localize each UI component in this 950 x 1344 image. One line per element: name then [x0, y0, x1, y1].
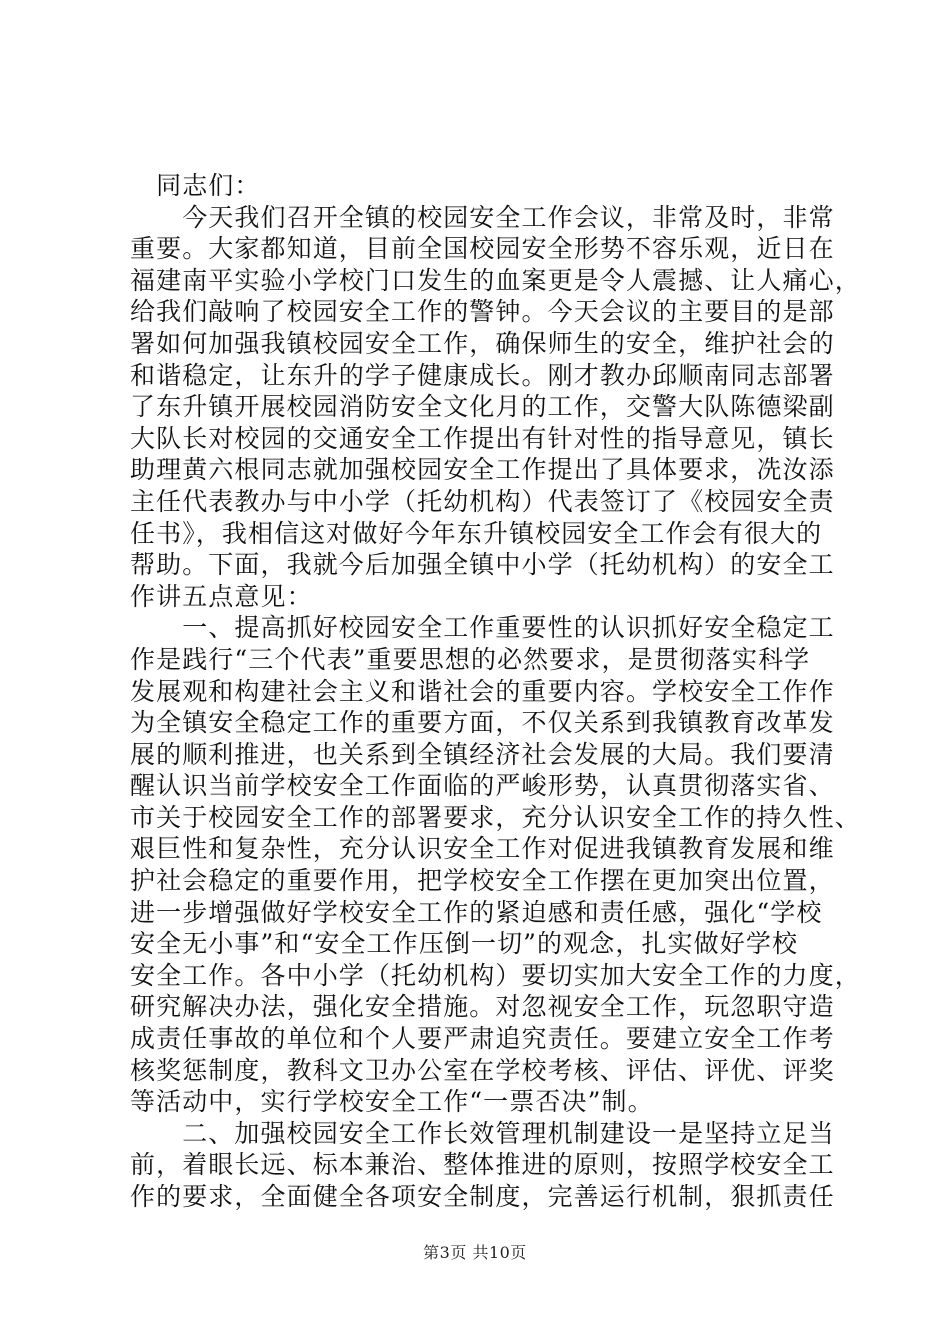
text-line: 核奖惩制度，教科文卫办公室在学校考核、评估、评优、评奖	[130, 1055, 835, 1085]
text-line: 发展观和构建社会主义和谐社会的重要内容。学校安全工作作	[130, 676, 835, 706]
text-line: 一、提高抓好校园安全工作重要性的认识抓好安全稳定工	[130, 613, 835, 643]
text-line: 给我们敲响了校园安全工作的警钟。今天会议的主要目的是部	[130, 297, 835, 327]
text-line: 安全无小事”和“安全工作压倒一切”的观念，扎实做好学校	[130, 929, 799, 959]
text-line: 署如何加强我镇校园安全工作，确保师生的安全，维护社会的	[130, 328, 835, 358]
text-line: 任书》，我相信这对做好今年东升镇校园安全工作会有很大的	[130, 518, 823, 548]
text-line: 福建南平实验小学校门口发生的血案更是令人震撼、让人痛心，	[130, 265, 861, 295]
text-line: 成责任事故的单位和个人要严肃追究责任。要建立安全工作考	[130, 1024, 835, 1054]
text-line: 等活动中，实行学校安全工作“一票否决”制。	[130, 1087, 654, 1117]
document-body	[130, 170, 861, 1213]
text-line: 帮助。下面，我就今后加强全镇中小学（托幼机构）的安全工	[130, 550, 835, 580]
text-line: 了东升镇开展校园消防安全文化月的工作，交警大队陈德梁副	[130, 392, 835, 422]
text-line: 进一步增强做好学校安全工作的紧迫感和责任感，强化“学校	[130, 897, 823, 927]
text-line: 市关于校园安全工作的部署要求，充分认识安全工作的持久性、	[130, 802, 861, 832]
text-line: 和谐稳定，让东升的学子健康成长。刚才教办邱顺南同志部署	[130, 360, 835, 390]
text-line: 作讲五点意见：	[130, 581, 313, 611]
text-line: 作的要求，全面健全各项安全制度，完善运行机制，狠抓责任	[130, 1182, 835, 1211]
text-line: 艰巨性和复杂性，充分认识安全工作对促进我镇教育发展和维	[130, 834, 835, 864]
text-line: 二、加强校园安全工作长效管理机制建设一是坚持立足当	[130, 1118, 835, 1148]
text-line: 护社会稳定的重要作用，把学校安全工作摆在更加突出位置，	[130, 866, 835, 896]
text-line: 展的顺利推进，也关系到全镇经济社会发展的大局。我们要清	[130, 739, 835, 769]
text-line: 研究解决办法，强化安全措施。对忽视安全工作，玩忽职守造	[130, 992, 835, 1022]
text-line: 重要。大家都知道，目前全国校园安全形势不容乐观，近日在	[130, 234, 835, 264]
text-line: 安全工作。各中小学（托幼机构）要切实加大安全工作的力度，	[130, 960, 861, 990]
text-line: 作是践行“三个代表”重要思想的必然要求，是贯彻落实科学	[130, 644, 811, 674]
text-line: 主任代表教办与中小学（托幼机构）代表签订了《校园安全责	[130, 486, 835, 516]
text-line: 同志们：	[130, 171, 261, 200]
text-line: 今天我们召开全镇的校园安全工作会议，非常及时，非常	[130, 202, 835, 232]
text-line: 前，着眼长远、标本兼治、整体推进的原则，按照学校安全工	[130, 1150, 835, 1180]
text-line: 为全镇安全稳定工作的重要方面，不仅关系到我镇教育改革发	[130, 708, 835, 738]
page-footer: 第3页 共10页	[423, 1243, 527, 1262]
text-line: 助理黄六根同志就加强校园安全工作提出了具体要求，冼汝添	[130, 455, 835, 485]
text-line: 大队长对校园的交通安全工作提出有针对性的指导意见，镇长	[130, 423, 835, 453]
text-line: 醒认识当前学校安全工作面临的严峻形势，认真贯彻落实省、	[130, 771, 835, 801]
